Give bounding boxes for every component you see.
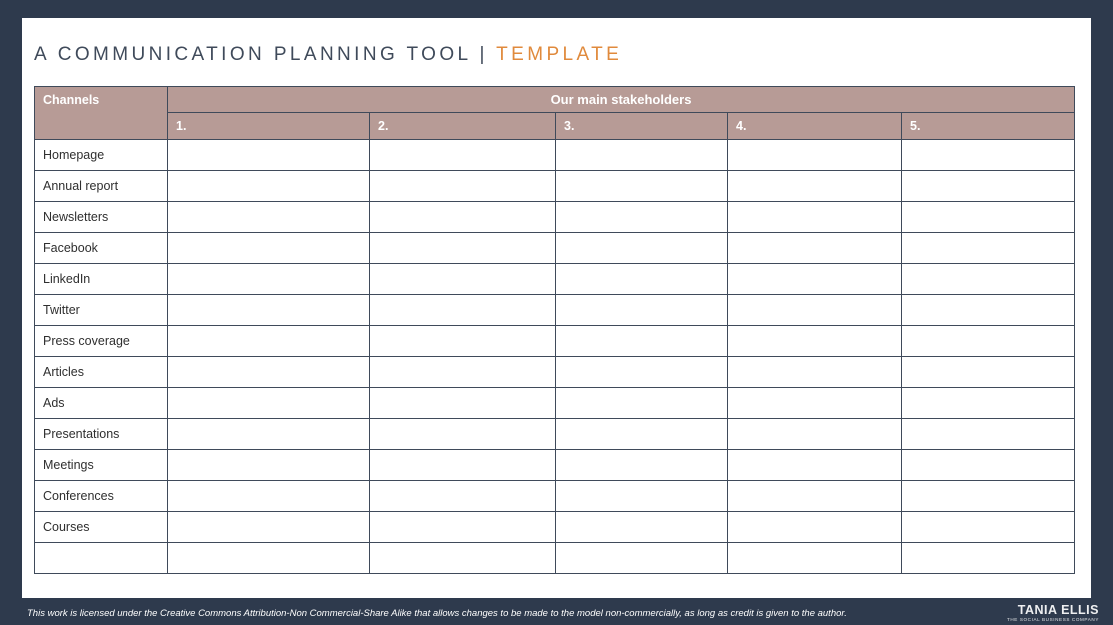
brand-logo	[1007, 604, 1099, 623]
cell-press-coverage-4[interactable]	[728, 326, 902, 357]
cell-blank-4[interactable]	[728, 543, 902, 574]
cell-newsletters-2[interactable]	[370, 202, 556, 233]
cell-meetings-5[interactable]	[902, 450, 1075, 481]
table-row	[35, 264, 1075, 295]
cell-blank-3[interactable]	[556, 543, 728, 574]
cell-meetings-3[interactable]	[556, 450, 728, 481]
cell-newsletters-3[interactable]	[556, 202, 728, 233]
table-row	[35, 171, 1075, 202]
row-label-twitter[interactable]: Twitter	[35, 295, 168, 326]
row-label-annual-report[interactable]: Annual report	[35, 171, 168, 202]
cell-annual-report-1[interactable]	[168, 171, 370, 202]
cell-conferences-4[interactable]	[728, 481, 902, 512]
row-label-newsletters[interactable]: Newsletters	[35, 202, 168, 233]
table-row	[35, 326, 1075, 357]
table-row	[35, 419, 1075, 450]
cell-facebook-1[interactable]	[168, 233, 370, 264]
cell-blank-2[interactable]	[370, 543, 556, 574]
cell-presentations-1[interactable]	[168, 419, 370, 450]
cell-articles-3[interactable]	[556, 357, 728, 388]
table-row	[35, 512, 1075, 543]
cell-presentations-3[interactable]	[556, 419, 728, 450]
table-header-row-top	[35, 87, 1075, 113]
row-label-blank[interactable]	[35, 543, 168, 574]
cell-courses-3[interactable]	[556, 512, 728, 543]
cell-presentations-5[interactable]	[902, 419, 1075, 450]
row-label-courses[interactable]: Courses	[35, 512, 168, 543]
row-label-presentations[interactable]: Presentations	[35, 419, 168, 450]
row-label-meetings[interactable]: Meetings	[35, 450, 168, 481]
table-row	[35, 140, 1075, 171]
cell-linkedin-2[interactable]	[370, 264, 556, 295]
cell-ads-1[interactable]	[168, 388, 370, 419]
cell-meetings-4[interactable]	[728, 450, 902, 481]
cell-annual-report-5[interactable]	[902, 171, 1075, 202]
table-row	[35, 233, 1075, 264]
cell-twitter-1[interactable]	[168, 295, 370, 326]
header-stakeholder-3[interactable]: 3.	[556, 113, 728, 140]
cell-press-coverage-5[interactable]	[902, 326, 1075, 357]
cell-homepage-5[interactable]	[902, 140, 1075, 171]
table-row	[35, 481, 1075, 512]
cell-conferences-1[interactable]	[168, 481, 370, 512]
cell-facebook-5[interactable]	[902, 233, 1075, 264]
cell-homepage-2[interactable]	[370, 140, 556, 171]
cell-ads-5[interactable]	[902, 388, 1075, 419]
cell-homepage-1[interactable]	[168, 140, 370, 171]
cell-blank-5[interactable]	[902, 543, 1075, 574]
cell-presentations-2[interactable]	[370, 419, 556, 450]
cell-newsletters-1[interactable]	[168, 202, 370, 233]
page-title	[34, 44, 622, 66]
page-title-accent: TEMPLATE	[496, 44, 623, 65]
cell-articles-4[interactable]	[728, 357, 902, 388]
cell-articles-5[interactable]	[902, 357, 1075, 388]
cell-homepage-3[interactable]	[556, 140, 728, 171]
cell-conferences-5[interactable]	[902, 481, 1075, 512]
cell-articles-2[interactable]	[370, 357, 556, 388]
cell-press-coverage-3[interactable]	[556, 326, 728, 357]
cell-meetings-2[interactable]	[370, 450, 556, 481]
table-header-row-numbers	[35, 113, 1075, 140]
page-title-main: A COMMUNICATION PLANNING TOOL	[34, 44, 471, 65]
header-channels: Channels	[35, 87, 168, 140]
cell-articles-1[interactable]	[168, 357, 370, 388]
table-row	[35, 388, 1075, 419]
brand-logo-name: TANIA ELLIS	[1017, 603, 1099, 617]
header-stakeholder-1[interactable]: 1.	[168, 113, 370, 140]
row-label-conferences[interactable]: Conferences	[35, 481, 168, 512]
row-label-ads[interactable]: Ads	[35, 388, 168, 419]
table-row	[35, 543, 1075, 574]
page-title-separator: |	[479, 44, 488, 65]
cell-twitter-3[interactable]	[556, 295, 728, 326]
brand-logo-tagline: THE SOCIAL BUSINESS COMPANY	[1006, 617, 1099, 622]
header-stakeholders: Our main stakeholders	[168, 87, 1075, 113]
cell-conferences-2[interactable]	[370, 481, 556, 512]
header-stakeholder-5[interactable]: 5.	[902, 113, 1075, 140]
planning-table	[34, 86, 1075, 574]
row-label-linkedin[interactable]: LinkedIn	[35, 264, 168, 295]
row-label-facebook[interactable]: Facebook	[35, 233, 168, 264]
table-row	[35, 295, 1075, 326]
cell-facebook-2[interactable]	[370, 233, 556, 264]
table-row	[35, 450, 1075, 481]
cell-twitter-4[interactable]	[728, 295, 902, 326]
row-label-articles[interactable]: Articles	[35, 357, 168, 388]
cell-blank-1[interactable]	[168, 543, 370, 574]
license-text: This work is licensed under the Creative Commons Attribution-Non Commercial-Share Alike that allows changes to be made to the model non-commercially, as long as credit is given to the author.	[27, 608, 847, 619]
header-stakeholder-2[interactable]: 2.	[370, 113, 556, 140]
cell-ads-4[interactable]	[728, 388, 902, 419]
table-row	[35, 357, 1075, 388]
cell-annual-report-4[interactable]	[728, 171, 902, 202]
cell-homepage-4[interactable]	[728, 140, 902, 171]
cell-linkedin-1[interactable]	[168, 264, 370, 295]
cell-press-coverage-1[interactable]	[168, 326, 370, 357]
planning-table-container	[34, 86, 1074, 574]
cell-ads-2[interactable]	[370, 388, 556, 419]
cell-linkedin-5[interactable]	[902, 264, 1075, 295]
cell-facebook-4[interactable]	[728, 233, 902, 264]
cell-newsletters-4[interactable]	[728, 202, 902, 233]
cell-presentations-4[interactable]	[728, 419, 902, 450]
row-label-press-coverage[interactable]: Press coverage	[35, 326, 168, 357]
cell-courses-5[interactable]	[902, 512, 1075, 543]
cell-facebook-3[interactable]	[556, 233, 728, 264]
table-row	[35, 202, 1075, 233]
cell-annual-report-3[interactable]	[556, 171, 728, 202]
cell-conferences-3[interactable]	[556, 481, 728, 512]
cell-annual-report-2[interactable]	[370, 171, 556, 202]
cell-twitter-5[interactable]	[902, 295, 1075, 326]
slide-canvas	[22, 18, 1091, 598]
cell-courses-4[interactable]	[728, 512, 902, 543]
row-label-homepage[interactable]: Homepage	[35, 140, 168, 171]
cell-ads-3[interactable]	[556, 388, 728, 419]
header-stakeholder-4[interactable]: 4.	[728, 113, 902, 140]
cell-courses-2[interactable]	[370, 512, 556, 543]
cell-press-coverage-2[interactable]	[370, 326, 556, 357]
cell-courses-1[interactable]	[168, 512, 370, 543]
cell-linkedin-3[interactable]	[556, 264, 728, 295]
cell-twitter-2[interactable]	[370, 295, 556, 326]
cell-newsletters-5[interactable]	[902, 202, 1075, 233]
cell-meetings-1[interactable]	[168, 450, 370, 481]
cell-linkedin-4[interactable]	[728, 264, 902, 295]
